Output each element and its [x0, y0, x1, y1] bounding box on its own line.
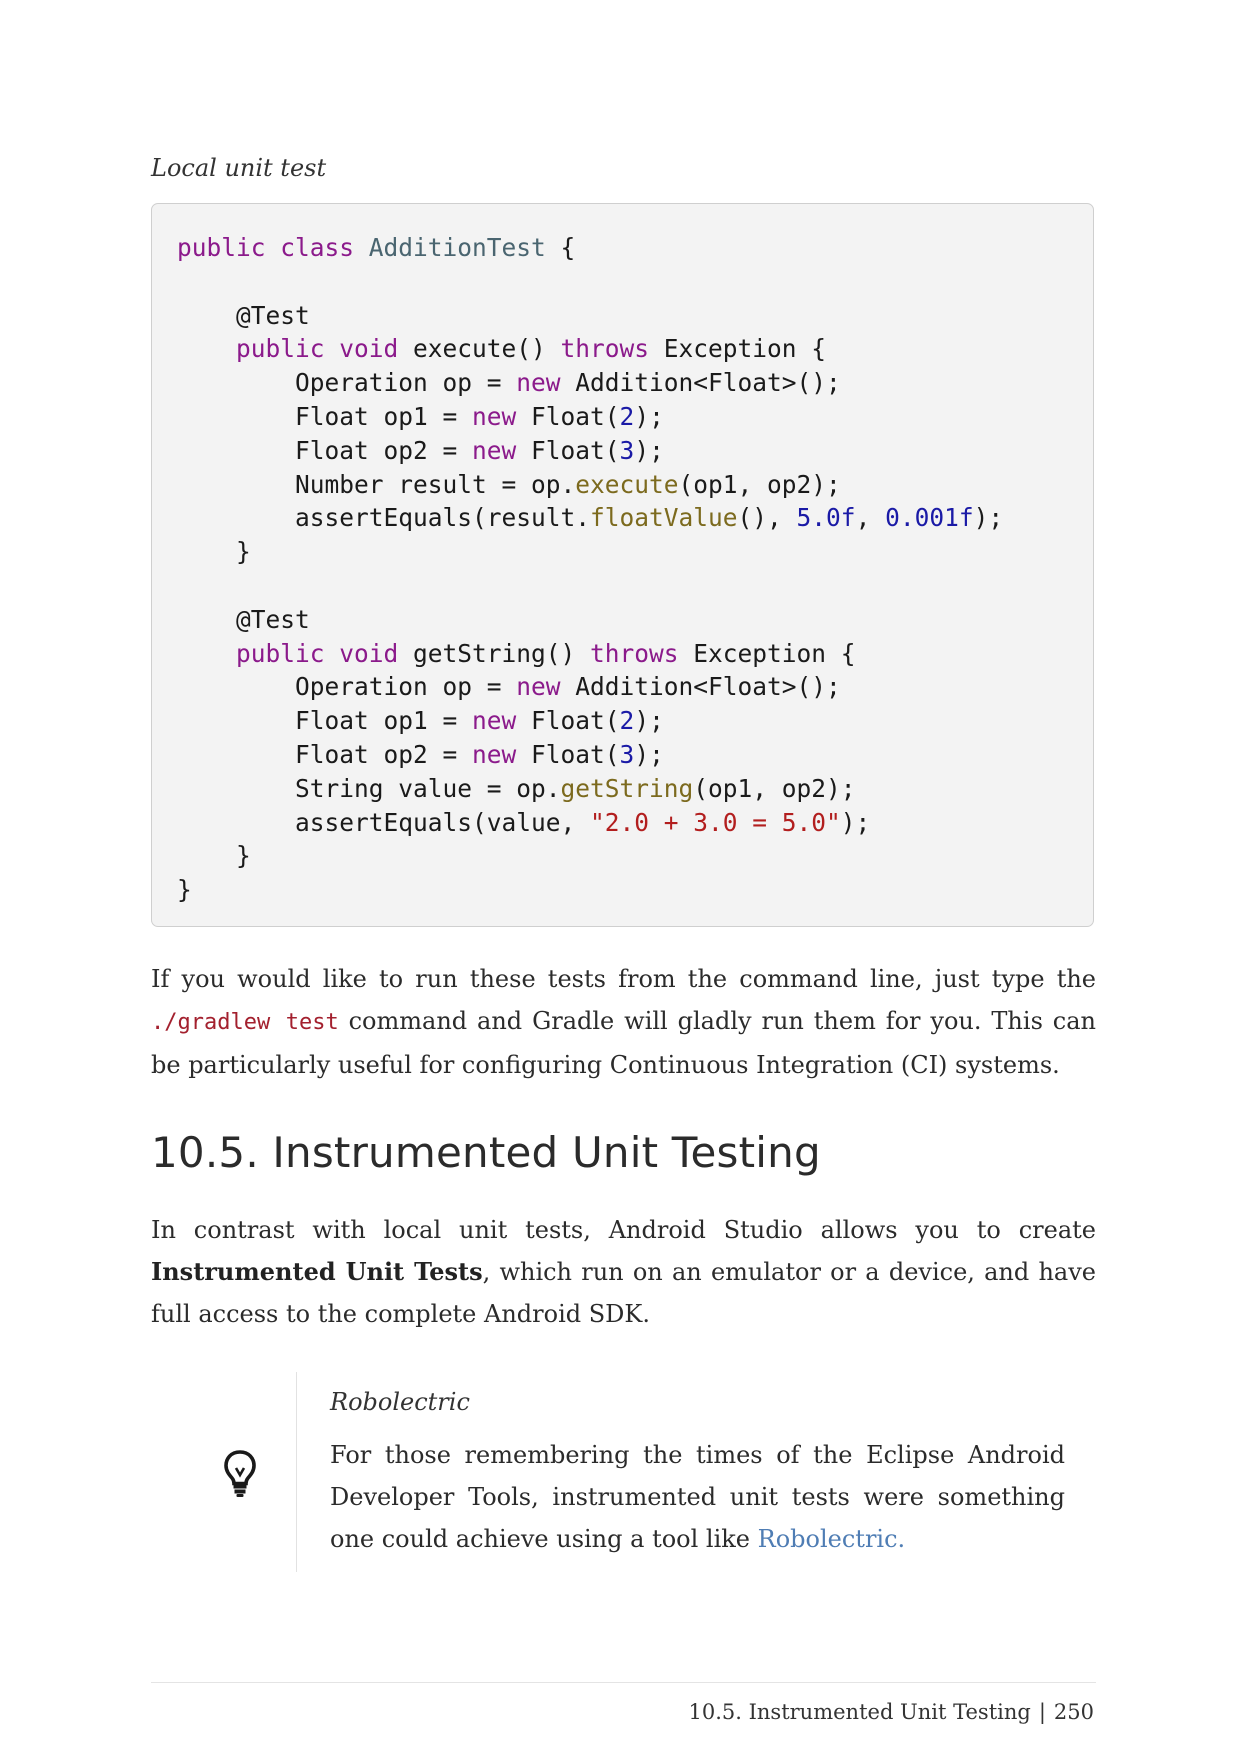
code-token: Exception {	[678, 638, 856, 668]
code-token: (),	[737, 503, 797, 533]
code-line	[177, 839, 1093, 873]
code-token: Float op1 =	[177, 401, 473, 431]
code-token: (op1, op2);	[678, 469, 841, 499]
code-line	[177, 366, 1093, 400]
code-token: new	[516, 672, 561, 702]
code-token: new	[472, 739, 517, 769]
paragraph-text: , which run on an emulator or a device, and have full access to the complete Android SDK.	[151, 1258, 1096, 1328]
code-token: String value = op.	[177, 773, 561, 803]
code-token: );	[634, 739, 664, 769]
code-line	[177, 299, 1093, 333]
code-line	[177, 468, 1093, 502]
code-token: @Test	[177, 300, 310, 330]
code-line	[177, 670, 1093, 704]
code-line	[177, 569, 1093, 603]
code-token: new	[472, 706, 517, 736]
page-number: 250	[1053, 1700, 1094, 1724]
code-token: );	[634, 435, 664, 465]
code-line	[177, 400, 1093, 434]
code-token: );	[840, 807, 871, 837]
code-token: assertEquals(value,	[177, 807, 591, 837]
code-block	[151, 203, 1094, 927]
code-token: Float op2 =	[177, 435, 473, 465]
tip-title: Robolectric	[330, 1388, 470, 1416]
code-line	[177, 738, 1093, 772]
code-token: }	[177, 537, 251, 567]
code-line	[177, 806, 1093, 840]
footer-divider	[151, 1682, 1096, 1683]
code-token: Number result = op.	[177, 469, 576, 499]
code-token: getString()	[413, 638, 591, 668]
code-line	[177, 231, 1093, 265]
section-heading: 10.5. Instrumented Unit Testing	[151, 1128, 821, 1177]
code-token: (op1, op2);	[693, 773, 856, 803]
code-line	[177, 501, 1093, 535]
code-token: execute	[575, 469, 679, 499]
code-token: execute()	[413, 334, 561, 364]
code-token: new	[472, 401, 517, 431]
code-token: new	[516, 368, 561, 398]
code-line	[177, 332, 1093, 366]
code-token: new	[472, 435, 517, 465]
code-token: Float(	[516, 401, 620, 431]
code-line	[177, 637, 1093, 671]
code-token: );	[634, 401, 664, 431]
paragraph-instrumented-tests	[151, 1209, 1096, 1335]
code-line	[177, 535, 1093, 569]
code-token: 2	[619, 706, 635, 736]
code-token: public void	[177, 334, 414, 364]
code-token: {	[545, 233, 576, 262]
code-token: floatValue	[590, 503, 738, 533]
code-token: public void	[177, 638, 414, 668]
code-token: 3	[619, 435, 635, 465]
code-token: 5.0f	[796, 503, 856, 533]
footer-chapter: 10.5. Instrumented Unit Testing	[688, 1700, 1031, 1724]
code-token: 2	[619, 401, 635, 431]
code-token: Addition<Float>();	[560, 672, 841, 702]
code-token: );	[973, 503, 1004, 533]
code-line	[177, 434, 1093, 468]
code-token: }	[177, 875, 192, 905]
tip-divider	[296, 1372, 297, 1572]
robolectric-link[interactable]: Robolectric.	[757, 1525, 906, 1553]
code-token: public class	[177, 233, 369, 262]
paragraph-text: If you would like to run these tests from the command line, just type the	[151, 965, 1096, 993]
code-token: Operation op =	[177, 672, 517, 702]
code-token: Float(	[516, 739, 620, 769]
code-token: }	[177, 841, 251, 871]
code-line	[177, 772, 1093, 806]
code-token: Float(	[516, 435, 620, 465]
code-token: 3	[619, 739, 635, 769]
code-token: getString	[560, 773, 694, 803]
code-token: Float(	[516, 706, 620, 736]
code-token: Float op2 =	[177, 739, 473, 769]
code-token: throws	[590, 638, 679, 668]
code-token: 0.001f	[885, 503, 974, 533]
code-token: Addition<Float>();	[560, 368, 841, 398]
code-line	[177, 873, 1093, 907]
code-token: AdditionTest	[368, 233, 546, 262]
code-token: );	[634, 706, 664, 736]
code-line	[177, 704, 1093, 738]
code-line	[177, 265, 1093, 299]
paragraph-command-line	[151, 958, 1096, 1086]
code-token: "2.0 + 3.0 = 5.0"	[590, 807, 841, 837]
code-token: assertEquals(result.	[177, 503, 591, 533]
code-caption: Local unit test	[151, 154, 327, 182]
code-token: Operation op =	[177, 368, 517, 398]
paragraph-text: In contrast with local unit tests, Android Studio allows you to create	[151, 1216, 1096, 1244]
footer-separator: |	[1038, 1700, 1046, 1724]
page-footer	[689, 1700, 1095, 1724]
paragraph-text: command and Gradle will gladly run them for you. This can be particularly useful for configuring Continuous Integration (CI) systems.	[151, 1007, 1096, 1079]
code-token: throws	[560, 334, 650, 364]
code-token: Float op1 =	[177, 706, 473, 736]
lightbulb-icon	[222, 1448, 258, 1498]
tip-text: For those remembering the times of the Eclipse Android Developer Tools, instrumented unit tests were something one could achieve using a tool like	[330, 1441, 1065, 1553]
code-line	[177, 603, 1093, 637]
tip-body	[330, 1434, 1065, 1560]
code-token: @Test	[177, 604, 310, 634]
code-token: Exception {	[649, 334, 827, 364]
bold-term: Instrumented Unit Tests	[151, 1257, 483, 1286]
inline-code-gradlew-test: ./gradlew test	[151, 1010, 339, 1035]
code-token: ,	[855, 503, 886, 533]
